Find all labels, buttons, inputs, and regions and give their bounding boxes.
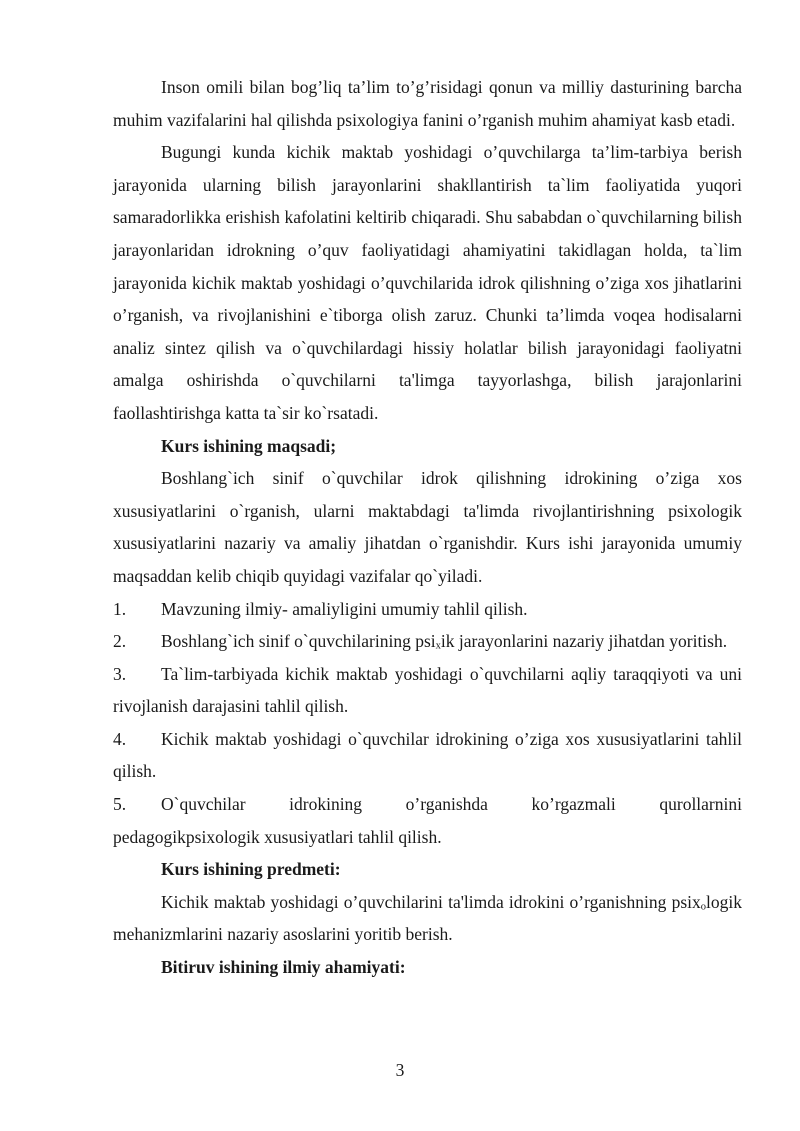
heading-ahamiyat: Bitiruv ishining ilmiy ahamiyati:: [161, 957, 406, 978]
task-text: O`quvchilar idrokining o’rganishda ko’rgazmali qurollarnini: [161, 794, 742, 815]
task-text: Ta`lim-tarbiyada kichik maktab yoshidagi o`quvchilarni aqliy taraqqiyoti va uni rivojlanish darajasini tahlil qilish.: [113, 663, 742, 717]
task-number: 3.: [113, 663, 127, 684]
task-text: ik jarayonlarini nazariy jihatdan yoritish.: [440, 631, 728, 652]
heading-predmet: Kurs ishining predmeti:: [161, 859, 341, 880]
paragraph-intro: Inson omili bilan bog’liq ta’lim to’g’risidagi qonun va milliy dasturining barcha muhim vazifalarini hal qilishda psixologiya fanini o’rganish muhim ahamiyat kasb etadi.: [113, 77, 742, 130]
document-page: [113, 71, 742, 984]
task-item-4: [113, 723, 742, 788]
subject-subscript: o: [700, 901, 707, 913]
task-number: 2.: [113, 631, 127, 652]
paragraph-goal: Boshlang`ich sinif o`quvchilar idrok qilishning idrokining o’ziga xos xususiyatlarini o`rganish, ularni maktabdagi ta'limda rivojlantirishning psixologik xususiyatlarini nazariy va amaliy jihatdan o`rganishdir. Kurs ishi jarayonida umumiy maqsaddan kelib chiqib quyidagi vazifalar qo`yiladi.: [113, 468, 742, 586]
heading-maqsad: Kurs ishining maqsadi;: [161, 435, 337, 456]
task-number: 5.: [113, 794, 127, 815]
paragraph-subject: [113, 886, 742, 951]
subject-text: logik mehanizmlarini nazariy asoslarini yoritib berish.: [113, 891, 742, 945]
task-text: Mavzuning ilmiy- amaliyligini umumiy tahlil qilish.: [161, 598, 528, 619]
task-subscript: x: [435, 640, 441, 652]
task-text: pedagogikpsixologik xususiyatlari tahlil qilish.: [113, 826, 442, 847]
task-item-5-continuation: [113, 821, 742, 854]
task-item-2: [113, 625, 742, 658]
task-number: 4.: [113, 728, 127, 749]
task-text: Kichik maktab yoshidagi o`quvchilar idrokining o’ziga xos xususiyatlarini tahlil qilish.: [113, 728, 742, 782]
task-item-5: [113, 788, 742, 821]
page-number: 3: [395, 1060, 405, 1080]
task-number: 1.: [113, 598, 127, 619]
task-item-3: [113, 658, 742, 723]
task-text: Boshlang`ich sinif o`quvchilarining psi: [161, 631, 436, 652]
task-item-1: [113, 593, 742, 626]
paragraph-context: Bugungi kunda kichik maktab yoshidagi o’quvchilarga ta’lim-tarbiya berish jarayonida ularning bilish jarayonlarini shakllantirish ta`lim faoliyatida yuqori samaradorlikka erishish kafolatini keltirib chiqaradi. Shu sababdan o`quvchilarning bilish jarayonlaridan idrokning o’quv faoliyatidagi ahamiyatini takidlagan holda, ta`lim jarayonida kichik maktab yoshidagi o’quvchilarida idrok qilishning o’ziga xos jihatlarini o’rganish, va rivojlanishini e`tiborga olish zaruz. Chunki ta’limda voqea hodisalarni analiz sintez qilish va o`quvchilardagi hissiy holatlar bilish jarayonidagi faoliyatni amalga oshirishda o`quvchilarni ta'limga tayyorlashga, bilish jarajonlarini faollashtirishga katta ta`sir ko`rsatadi.: [113, 142, 742, 423]
subject-text: Kichik maktab yoshidagi o’quvchilarini ta'limda idrokini o’rganishning psix: [161, 891, 701, 912]
